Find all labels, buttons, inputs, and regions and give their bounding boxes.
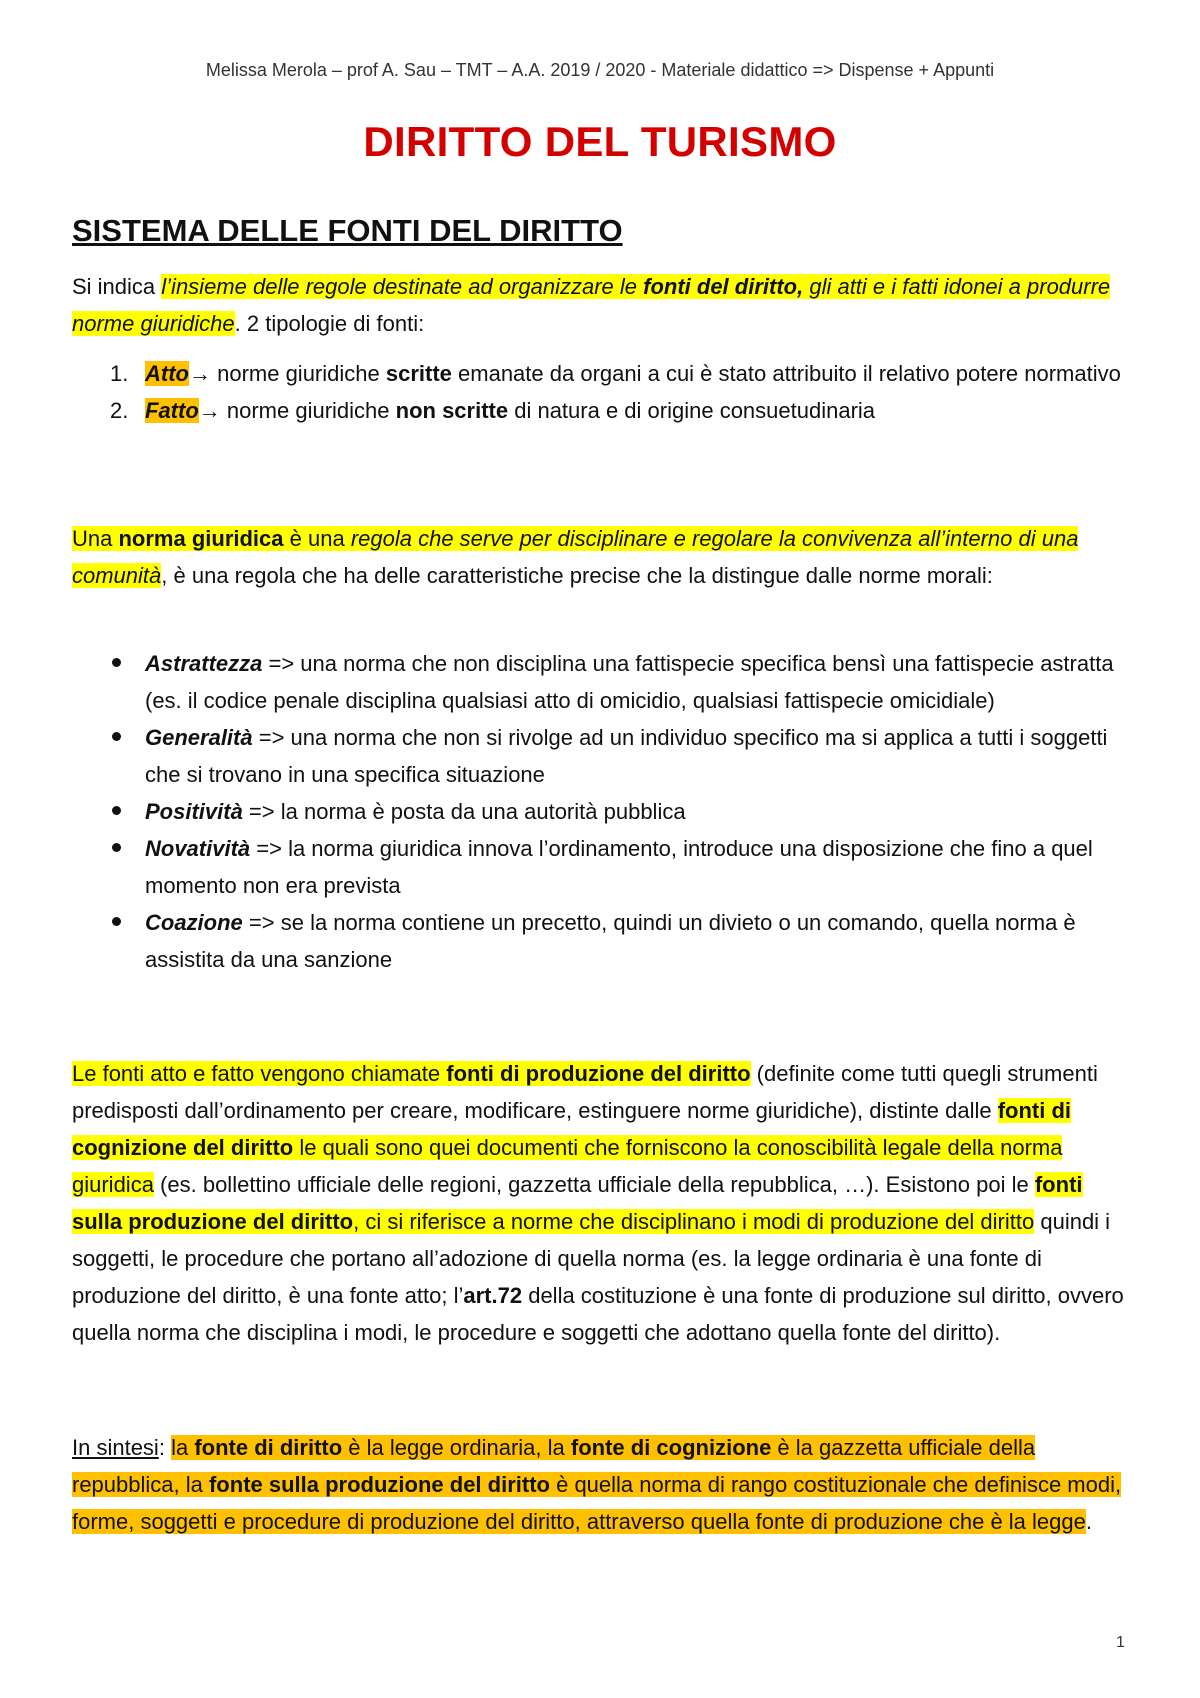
source-text: norme giuridiche [210,361,386,386]
norm-text: è una [283,526,351,551]
norm-text: Una [72,526,119,551]
fonti-text: quindi i soggetti, le procedure che portano all’adozione di quella norma (es. la legge ordinaria è una fonte di produzione del diritto, è una fonte atto; l’ [72,1209,1111,1308]
fonti-text: (es. bollettino ufficiale delle regioni, gazzetta ufficiale della repubblica, …). Esistono poi le [153,1172,1035,1197]
norm-paragraph [72,520,1132,594]
list-item [72,355,1132,392]
fonti-text: , ci si riferisce a norme che disciplinano i modi di produzione del diritto [353,1209,1035,1234]
fonti-text: Le fonti atto e fatto vengono chiamate [72,1061,447,1086]
list-item [72,793,1132,830]
characteristic-term: Positività [145,799,243,824]
source-bold: non scritte [395,398,509,423]
characteristic-text: => una norma che non si rivolge ad un individuo specifico ma si applica a tutti i soggetti che si trovano in una specifica situazione [145,725,1108,787]
characteristic-term: Coazione [145,910,243,935]
fonti-text: della costituzione è una fonte di produzione sul diritto, ovvero quella norma che disciplina i modi, le procedure e soggetti che adottano quella fonte del diritto). [72,1283,1124,1345]
norm-text-end: , è una regola che ha delle caratteristiche precise che la distingue dalle norme morali: [161,563,993,588]
bullet-icon [112,732,121,741]
summary-text: è quella norma di rango costituzionale che definisce modi, forme, soggetti e procedure di produzione del diritto, attraverso quella fonte di produzione che è la legge [72,1472,1122,1534]
sources-list [72,355,1132,429]
arrow-icon: → [198,398,221,423]
characteristic-text: => la norma è posta da una autorità pubblica [242,799,686,824]
list-item [72,645,1132,719]
intro-definition-end: gli atti e i fatti idonei a produrre norme giuridiche [72,274,1111,336]
source-bold: scritte [385,361,452,386]
intro-definition: l’insieme delle regole destinate ad organizzare le [161,274,644,299]
summary-text: è la legge ordinaria, la [342,1435,571,1460]
bullet-icon [112,806,121,815]
list-item [72,719,1132,793]
fonti-paragraph [72,1055,1132,1351]
intro-count-text: . 2 tipologie di fonti: [234,311,425,336]
source-term: Fatto [145,398,199,423]
characteristic-text: => se la norma contiene un precetto, quindi un divieto o un comando, quella norma è assistita da una sanzione [145,910,1076,972]
list-item [72,392,1132,429]
characteristics-list [72,645,1132,978]
list-item [72,904,1132,978]
summary-term: fonte di diritto [194,1435,343,1460]
characteristic-term: Novatività [145,836,251,861]
summary-text: la [171,1435,195,1460]
summary-text: . [1085,1509,1092,1534]
list-number: 1. [110,361,129,386]
characteristic-text: => una norma che non disciplina una fattispecie specifica bensì una fattispecie astratta (es. il codice penale disciplina qualsiasi atto di omicidio, qualsiasi fattispecie omicidiale) [145,651,1114,713]
fonti-term: fonti sulla produzione del diritto [72,1172,1083,1234]
characteristic-text: => la norma giuridica innova l’ordinamento, introduce una disposizione che fino a quel momento non era prevista [145,836,1093,898]
summary-term: fonte di cognizione [570,1435,772,1460]
intro-paragraph [72,268,1132,342]
summary-label: In sintesi [72,1435,159,1460]
summary-term: fonte sulla produzione del diritto [208,1472,550,1497]
bullet-icon [112,843,121,852]
fonti-term: fonti di produzione del diritto [446,1061,751,1086]
intro-key-term: fonti del diritto, [643,274,804,299]
source-text: norme giuridiche [220,398,396,423]
article-reference: art.72 [463,1283,523,1308]
bullet-icon [112,917,121,926]
section-heading: SISTEMA DELLE FONTI DEL DIRITTO [72,213,623,248]
intro-text: Si indica [72,274,162,299]
norm-definition: regola che serve per disciplinare e regolare la convivenza all’interno di una comunità [72,526,1079,588]
document-title: DIRITTO DEL TURISMO [363,118,837,165]
source-term: Atto [145,361,189,386]
characteristic-term: Generalità [145,725,253,750]
fonti-text: (definite come tutti quegli strumenti predisposti dall’ordinamento per creare, modificare, estinguere norme giuridiche), distinte dalle [72,1061,1098,1123]
norm-term: norma giuridica [118,526,284,551]
source-text-end: emanate da organi a cui è stato attribuito il relativo potere normativo [451,361,1121,386]
summary-text: è la gazzetta ufficiale della repubblica, la [72,1435,1036,1497]
summary-paragraph [72,1429,1132,1540]
summary-text: : [158,1435,172,1460]
list-number: 2. [110,398,129,423]
list-item [72,830,1132,904]
fonti-term: fonti di cognizione del diritto [72,1098,1072,1160]
page-number: 1 [1116,1634,1125,1651]
characteristic-term: Astrattezza [145,651,263,676]
bullet-icon [112,658,121,667]
running-header: Melissa Merola – prof A. Sau – TMT – A.A. 2019 / 2020 - Materiale didattico => Dispense + Appunti [205,60,995,80]
arrow-icon: → [188,361,211,386]
source-text-end: di natura e di origine consuetudinaria [508,398,876,423]
fonti-text: le quali sono quei documenti che forniscono la conoscibilità legale della norma giuridica [72,1135,1063,1197]
